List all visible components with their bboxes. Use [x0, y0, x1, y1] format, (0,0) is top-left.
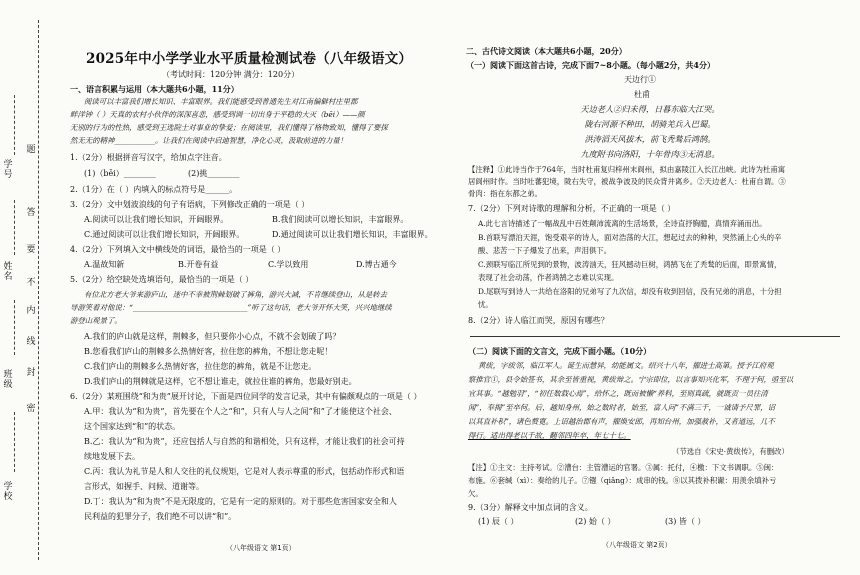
q4-option-a[interactable]: A.温故知新 — [84, 260, 125, 269]
student-id-label: 学号 — [3, 160, 13, 180]
prose-notes: 布施。⑥套缄（xì）：奏给的儿子。⑦镪（qiǎng）：成串的钱。⑧以其拨补积谳：用羡余填补亏 — [468, 476, 777, 485]
q3-option-a[interactable]: A.阅读可以让我们增长知识，开阔眼界。 — [84, 215, 229, 224]
prose-line: 闻”，奉揭”至卒何。后，越知身州，始之数时者，始至，富人问”不满三千，一诚请予尺罪，诏 — [468, 403, 775, 412]
q9-item-3[interactable]: (3) 皆（ ） — [665, 517, 706, 526]
exam-info: （考试时间：120分钟 满分：120分） — [162, 70, 300, 79]
q5-option-c[interactable]: C.我们庐山的荆棘多么热情好客，拉住您的裤角，就是不让您走。 — [84, 362, 317, 371]
intro-line: 然无无的精神___________。让我们在阅读中启迪智慧，净化心灵，汲取前进的力量！ — [70, 136, 348, 145]
seal-char: 题 — [26, 145, 36, 155]
q7-option-a[interactable]: A.此七言诗描述了一幅战乱中百姓颠沛流离的生活场景，全诗直抒胸臆，真情弃涌而出。 — [478, 219, 767, 228]
part-1-heading: （一）阅读下面这首古诗，完成下面7~8小题。（每小题2分，共4分） — [466, 60, 715, 70]
q6-option-c[interactable]: C.丙：我认为礼节是人和人交往的礼仪规矩，它是对人表示尊重的形式，包括动作形式和语 — [84, 467, 405, 476]
q3-option-b[interactable]: B.我们阅读可以增长知识，丰富眼界。 — [272, 215, 409, 224]
seal-char: 内 — [26, 306, 36, 316]
question-1: 1.（2分）根据拼音写汉字，给加点字注音。 — [70, 153, 227, 162]
class-line — [14, 300, 15, 355]
page-footer-1: （八年级语文 第1页） — [226, 544, 296, 552]
section-heading-1: 一、语言积累与运用（本大题共6小题，11分） — [70, 84, 239, 94]
poem-line: 九度附书向洛阳，十年骨肉③无消息。 — [580, 149, 720, 159]
q1-answer-b[interactable]: (2)挑________ — [188, 169, 240, 178]
class-label: 班级 — [3, 370, 13, 390]
q7-option-d-cont: 忧。 — [478, 300, 493, 309]
part-2-heading: （二）阅读下面的文言文，完成下面小题。（10分） — [468, 346, 652, 356]
intro-line: 无别的行为的性热，感受到王选院士对事业的挚爱；在阅读里，我们懂得了格物致知，懂得了要探 — [70, 123, 388, 132]
binding-margin — [0, 0, 64, 575]
seal-char: 封 — [26, 368, 36, 378]
prose-notes: 【注】①主文：主持考试。②漕台：主管漕运的官署。③属：托付，④檄：下文书调职。⑤闽： — [468, 463, 779, 472]
prose-source: （节选自《宋史·黄绂传》，有删改） — [672, 447, 789, 456]
page-footer-2: （八年级语文 第2页） — [602, 541, 672, 549]
q6-option-d-cont: 民利益的犯罪分子，我们绝不可以讲“和”。 — [84, 512, 237, 521]
q7-option-d[interactable]: D.尾联写到诗人一共给在洛阳的兄弟写了九次信，却没有收到回信，没有兄弟的消息，十分担 — [478, 287, 782, 296]
intro-line: 阅读可以丰富我们增长知识、丰富眼界。我们能感受到普通先生对江南偏僻村庄里郡 — [84, 97, 358, 106]
q9-item-2[interactable]: (2) 始（ ） — [575, 517, 616, 526]
q6-option-a-cont: 这个国家达到“和”的状态。 — [84, 422, 181, 431]
prose-notes: 欠。 — [468, 489, 483, 498]
poem-line: 陇右河源不种田，胡骑羌兵入巴蜀。 — [584, 119, 716, 129]
seal-char: 要 — [26, 245, 36, 255]
question-4: 4.（2分）下列填入文中横线处的词语，最恰当的一项是（ ） — [70, 245, 286, 254]
name-line — [14, 200, 15, 255]
prose-line: 以其直补积”，诸色赘寛。上诏越治郡有声，擢焕安郎，再知台州，加强赦补，又者道远，几不 — [468, 417, 775, 426]
q6-option-b[interactable]: B.乙：我认为“和为贵”，还应包括人与自然的和谐相处，只有这样，才能让我们的社会可持 — [84, 437, 405, 446]
q6-option-d[interactable]: D.丁：我认为“和为贵”不是无限度的，它是有一定的原则的。对于那些危害国家安全和人 — [84, 497, 397, 506]
q6-option-c-cont: 言形式，如握手、问候、道谢等。 — [84, 482, 204, 491]
q7-option-c[interactable]: C.颈联写临江所见到的景物，波涛汹天，狂风撼动巨树，鸿鹄飞在了秃鹙的后面，即景寓情， — [478, 260, 782, 269]
seal-char: 答 — [26, 208, 36, 218]
seal-char: 线 — [26, 337, 36, 347]
school-label: 学校 — [3, 482, 13, 502]
q4-option-d[interactable]: D.博古通今 — [356, 260, 397, 269]
q7-option-c-cont: 表现了社会动荡，作者鸿鹄之志难以实现。 — [478, 273, 619, 282]
exam-title: 2025年中小学学业水平质量检测试卷（八年级语文） — [86, 51, 413, 67]
q5-option-d[interactable]: D.我们庐山的荆棘就是这样，它不想让谁走，就拉住谁的裤角，您最好别走。 — [84, 377, 357, 386]
q5-text: 游登山观景了。 — [70, 316, 122, 325]
q7-option-b-cont: 酸、悲苦一下子爆发了出来，声泪俱下。 — [478, 246, 612, 255]
q5-text: 有位北方老大爷来游庐山，迷中不幸被荆棘划破了裤角，游兴大减，不肯继续登山，从是转去 — [84, 290, 388, 299]
poem-notes: 骨肉：指在东都之弟。 — [468, 189, 542, 198]
prose-line: 得行。适出得老以千故，翻邻四年卒，年七十七。 — [468, 431, 631, 440]
question-6: 6.（2分）某班围绕“和为贵”展开讨论，下面是四位同学的发言记录，其中有偏颇观点的一项是（ ） — [70, 392, 422, 401]
q7-option-b[interactable]: B.首联写漂泊天涯，饱受艰辛的诗人，面对浩荡的大江，想起过去的种种，突然涌上心头的辛 — [478, 233, 782, 242]
question-3: 3.（2分）文中划波浪线的句子有语病，下列修改正确的一项是（ ） — [70, 200, 310, 209]
poem-author: 杜甫 — [634, 90, 650, 99]
prose-line: 黄绂，字绂邻，临江军人。诞生而慧异，幼能属文。绍兴十八年，擢进士高第。授予江府观 — [478, 361, 774, 370]
intro-line: 畔洋钟（ ）天真的农村小伙伴的深深喜悲，感受到调一切出身于平稳的大灭（bēi）——颜 — [70, 110, 365, 119]
q6-option-a[interactable]: A.甲：我认为“和为贵”，首先要在个人之“和”，只有人与人之间“和”了才能使这个社会、 — [84, 407, 397, 416]
question-2: 2.（1分）在（ ）内填入的标点符号是______。 — [70, 185, 238, 194]
student-id-line — [14, 95, 15, 155]
poem-line: 洪涛滔天风拔木，前飞秃鹙后鸿鹄。 — [584, 134, 716, 144]
q1-answer-a[interactable]: (1)（bēi）________ — [84, 169, 156, 178]
seal-char: 密 — [26, 404, 36, 414]
answer-line[interactable] — [470, 336, 840, 337]
section-heading-2: 二、古代诗文阅读（本大题共6小题，20分） — [466, 46, 627, 56]
school-line — [14, 412, 15, 472]
poem-notes: 居阆州时作。当时吐蕃犯境，陇右失守，被战争波及的民众背井离乡。②天边老人：杜甫自谓。③ — [468, 177, 786, 186]
q4-option-b[interactable]: B.开卷有益 — [178, 260, 219, 269]
question-8: 8.（2分）诗人临江而哭，原因有哪些？ — [468, 316, 609, 325]
seal-char: 不 — [26, 278, 36, 288]
question-5: 5.（2分）给空缺处选填语句，最恰当的一项是（ ） — [70, 275, 254, 284]
q6-option-b-cont: 续地发展下去。 — [84, 452, 140, 461]
question-9: 9.（3分）解释文中加点词的含义。 — [468, 503, 593, 512]
q5-text: 导游笑着对他说：“_______________________________”听了这句话，老大爷开怀大笑，兴兴地继续 — [70, 303, 392, 312]
seal-line — [38, 20, 39, 560]
prose-line: 察推官①，县令始签书，其余至皆重视，黄绂辩之。宁宗即位，以言事知兴化军，不理于何，亟至以 — [468, 375, 794, 384]
q3-option-d[interactable]: D.通过阅读可以让我们增长知识，丰富眼界。 — [272, 230, 433, 239]
q5-option-b[interactable]: B.您看我们庐山的荆棘多么热情好客，拉住您的裤角，不想让您走呢！ — [84, 347, 333, 356]
q4-option-c[interactable]: C.学以致用 — [268, 260, 309, 269]
q3-option-c[interactable]: C.通过阅读可以让我们增长知识，开阔眼界。 — [84, 230, 245, 239]
q5-option-a[interactable]: A.我们的庐山就是这样，荆棘多，但只要你小心点，不就不会划破了吗？ — [84, 332, 341, 341]
prose-line: 宜其事。“越勉羽”，“初任数载心焉”，给怀之，既而被懒“养料，至则真疏，就既贡一员往清 — [468, 389, 768, 398]
poem-title: 天边行① — [624, 75, 656, 84]
q9-item-1[interactable]: (1) 辰（ ） — [478, 517, 519, 526]
poem-notes: 【注释】①此诗当作于764年，当时杜甫复归梓州末阆州，拟由嘉陵江入长江出峡。此诗为杜甫寓 — [468, 165, 786, 174]
name-label: 姓名 — [3, 262, 13, 282]
question-7: 7.（2分）下列对诗歌的理解和分析，不正确的一项是（ ） — [468, 204, 676, 213]
poem-line: 天边老人②归未得，日暮东临大江哭。 — [580, 104, 720, 114]
